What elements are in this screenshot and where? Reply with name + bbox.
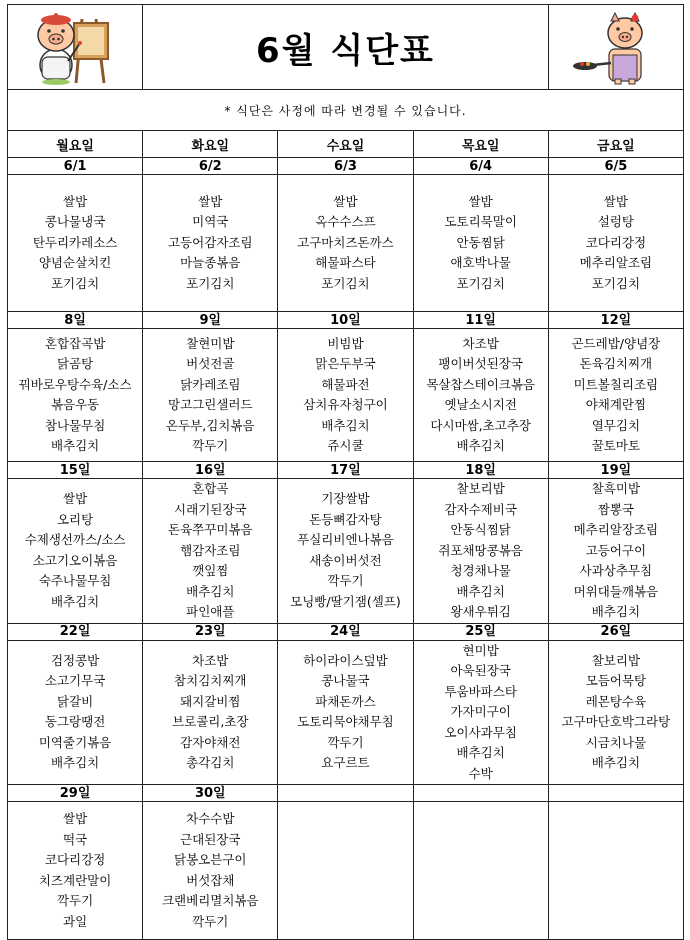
meal-item: 포기김치: [186, 275, 235, 291]
weekday-header: 월요일: [8, 131, 143, 158]
date-cell: 8일: [8, 312, 143, 329]
meal-item: 돈육김치찌개: [579, 356, 653, 371]
meal-item: 야채계란찜: [585, 397, 647, 412]
meal-item: 차조밥: [462, 335, 499, 351]
meal-item: 하이라이스덮밥: [303, 652, 388, 668]
date-cell: 6/2: [143, 158, 278, 175]
meal-item: 고구마단호박그라탕: [561, 714, 671, 730]
meal-cell: [143, 802, 278, 940]
meal-item: 혼합잡곡밥: [44, 335, 106, 351]
meal-item: 고등어구이: [585, 542, 647, 558]
meal-item: 팽이버섯된장국: [438, 356, 523, 371]
meal-item: 크랜베리멸치볶음: [161, 893, 259, 908]
meal-cell: [413, 640, 548, 785]
meal-item: 볶음우동: [50, 397, 100, 412]
meal-item: 깍두기: [192, 913, 229, 929]
meal-item: 아욱된장국: [450, 663, 511, 678]
meal-item: 안동식찜닭: [450, 522, 511, 537]
meal-item: 요구르트: [321, 755, 370, 771]
meal-item: 쥐포채땅콩볶음: [438, 542, 523, 558]
meal-item: 배추김치: [50, 593, 100, 609]
meal-cell: [548, 175, 683, 312]
meal-item: 도토리묵말이: [444, 214, 517, 230]
meal-item: 모닝빵/딸기잼(셀프): [290, 593, 401, 609]
meal-item: 배추김치: [456, 583, 505, 599]
meal-item: 근대된장국: [180, 831, 241, 847]
meal-item: 온두부,김치볶음: [166, 417, 255, 433]
date-cell: 12일: [548, 312, 683, 329]
meal-cell: [143, 640, 278, 785]
meal-item: 미역국: [192, 214, 229, 230]
meal-cell: [548, 479, 683, 624]
meal-item: 포기김치: [456, 275, 505, 291]
meal-item: 찰보리밥: [456, 481, 505, 496]
meal-item: 과일: [63, 913, 88, 929]
meal-item: 청경채나물: [450, 563, 511, 578]
meal-cell: [8, 802, 143, 940]
date-cell: 6/1: [8, 158, 143, 175]
meal-item: 배추김치: [186, 583, 235, 599]
meal-item: 수박: [468, 765, 493, 781]
weekday-header: 금요일: [548, 131, 683, 158]
meal-item: 돈육쭈꾸미볶음: [168, 522, 253, 537]
meal-item: 쌀밥: [63, 491, 88, 507]
date-row: [8, 312, 684, 329]
meal-item: 양념순살치킨: [38, 255, 112, 271]
meal-item: 깍두기: [56, 893, 94, 908]
meal-item: 닭곰탕: [56, 356, 94, 371]
meal-item: 포기김치: [50, 275, 100, 291]
meal-item: 코다리강정: [585, 234, 647, 250]
meal-item: 깍두기: [327, 734, 364, 750]
meal-item: 감자야채전: [180, 734, 241, 750]
meal-item: 망고그린샐러드: [168, 397, 253, 412]
meal-item: 배추김치: [591, 604, 641, 619]
meal-item: 꿔바로우탕수육/소스: [18, 376, 132, 392]
date-cell: [278, 785, 413, 802]
meal-item: 곤드레밥/양념장: [571, 335, 661, 351]
meal-item: 목살찹스테이크볶음: [426, 376, 535, 392]
meal-item: 배추김치: [456, 438, 505, 453]
title-row: [8, 5, 684, 90]
meal-item: 미트볼칠리조림: [573, 376, 659, 392]
pig-chef-icon: [571, 9, 661, 85]
meal-item: 마늘종볶음: [180, 255, 241, 271]
meal-item: 가자미구이: [450, 704, 511, 719]
meal-item: 깍두기: [327, 573, 364, 589]
meal-item: 닭봉오븐구이: [174, 852, 247, 867]
date-cell: 17일: [278, 462, 413, 479]
meal-item: 배추김치: [591, 755, 641, 771]
meal-cell: [143, 329, 278, 462]
meal-item: 열무김치: [591, 417, 641, 433]
meal-item: 소고기오이볶음: [32, 552, 118, 568]
meal-cell: [8, 175, 143, 312]
meal-item: 깻잎찜: [192, 563, 229, 578]
meal-cell: [413, 329, 548, 462]
meal-item: 푸실리비엔나볶음: [297, 532, 394, 548]
meal-item: 차수수밥: [186, 811, 235, 826]
meal-item: 포기김치: [321, 275, 370, 291]
meal-cell: [8, 479, 143, 624]
meal-item: 콩나물국: [321, 673, 370, 689]
meal-item: 다시마쌈,초고추장: [430, 417, 531, 433]
meal-item: 찰흑미밥: [591, 481, 641, 496]
weekday-header: 수요일: [278, 131, 413, 158]
meal-row: [8, 175, 684, 312]
meal-item: 깍두기: [192, 438, 229, 453]
date-cell: 26일: [548, 623, 683, 640]
meal-item: 모듬어묵탕: [585, 673, 647, 689]
meal-item: 파채돈까스: [315, 693, 376, 709]
meal-item: 쌀밥: [63, 193, 88, 209]
meal-item: 버섯전골: [186, 356, 235, 371]
meal-item: 기장쌀밥: [321, 491, 370, 507]
meal-item: 안동찜닭: [456, 234, 505, 250]
meal-cell: [278, 175, 413, 312]
date-cell: 19일: [548, 462, 683, 479]
meal-item: 설렁탕: [597, 214, 634, 230]
meal-plan-table: [7, 4, 684, 940]
meal-cell: [143, 175, 278, 312]
date-cell: 25일: [413, 623, 548, 640]
chef-pig-cook-cell: [548, 5, 683, 90]
meal-item: 닭갈비: [56, 693, 94, 709]
meal-item: 배추김치: [50, 438, 100, 453]
meal-cell: [548, 802, 683, 940]
date-cell: 11일: [413, 312, 548, 329]
date-cell: 6/3: [278, 158, 413, 175]
meal-item: 꿀토마토: [591, 438, 641, 453]
notice-text: * 식단은 사정에 따라 변경될 수 있습니다.: [8, 90, 684, 131]
meal-item: 쌀밥: [333, 193, 358, 209]
meal-item: 쌀밥: [198, 193, 223, 209]
meal-item: 도토리묵야채무침: [297, 714, 394, 730]
meal-cell: [278, 329, 413, 462]
page-title: 6월 식단표: [143, 5, 549, 90]
meal-item: 왕새우튀김: [450, 604, 511, 619]
meal-item: 미역줄기볶음: [38, 734, 112, 750]
weekday-header: 화요일: [143, 131, 278, 158]
date-cell: [413, 785, 548, 802]
meal-item: 브로콜리,초장: [172, 714, 249, 730]
meal-item: 참나물무침: [44, 417, 106, 433]
meal-item: 투움바파스타: [444, 683, 517, 699]
meal-cell: [143, 479, 278, 624]
meal-item: 코다리강정: [44, 852, 106, 867]
meal-item: 시금치나물: [585, 734, 647, 750]
date-row: [8, 462, 684, 479]
chef-pig-painter-cell: [8, 5, 143, 90]
meal-item: 참치김치찌개: [174, 673, 247, 689]
meal-item: 옥수수스프: [315, 214, 376, 230]
meal-item: 머위대들깨볶음: [573, 583, 659, 599]
meal-cell: [8, 640, 143, 785]
meal-item: 떡국: [63, 831, 88, 847]
date-cell: 6/5: [548, 158, 683, 175]
meal-cell: [278, 802, 413, 940]
meal-item: 찰보리밥: [591, 652, 641, 668]
meal-item: 닭카레조림: [180, 376, 241, 392]
meal-item: 포기김치: [591, 275, 641, 291]
meal-item: 배추김치: [456, 745, 505, 760]
meal-item: 사과상추무침: [579, 563, 653, 578]
meal-item: 새송이버섯전: [309, 552, 382, 568]
meal-cell: [278, 479, 413, 624]
date-row: [8, 623, 684, 640]
meal-item: 돼지갈비찜: [180, 693, 241, 709]
meal-item: 메추리알조림: [579, 255, 653, 271]
meal-item: 쌀밥: [63, 811, 88, 826]
date-cell: 9일: [143, 312, 278, 329]
date-cell: 23일: [143, 623, 278, 640]
meal-item: 현미밥: [462, 642, 499, 658]
meal-item: 레몬탕수육: [585, 693, 647, 709]
meal-item: 콩나물냉국: [44, 214, 106, 230]
meal-item: 애호박나물: [450, 255, 511, 271]
meal-item: 검정콩밥: [50, 652, 100, 668]
meal-item: 고등어감자조림: [168, 234, 253, 250]
meal-item: 메추리알장조림: [573, 522, 659, 537]
meal-item: 오이사과무침: [444, 724, 517, 740]
meal-item: 소고기무국: [44, 673, 106, 689]
date-cell: 24일: [278, 623, 413, 640]
meal-item: 배추김치: [50, 755, 100, 771]
meal-item: 감자수제비국: [444, 501, 517, 517]
meal-item: 총각김치: [186, 755, 235, 771]
meal-cell: [548, 329, 683, 462]
meal-item: 쌀밥: [603, 193, 628, 209]
date-cell: 6/4: [413, 158, 548, 175]
meal-item: 해물파스타: [315, 255, 376, 271]
meal-cell: [413, 479, 548, 624]
meal-item: 찰현미밥: [186, 335, 235, 351]
meal-item: 파인애플: [186, 604, 235, 619]
notice-row: [8, 90, 684, 131]
meal-cell: [413, 802, 548, 940]
meal-item: 삼치유자청구이: [303, 397, 388, 412]
meal-item: 혼합곡: [192, 481, 229, 496]
pig-painter-icon: [30, 9, 120, 85]
meal-item: 숙주나물무침: [38, 573, 112, 589]
date-row: [8, 158, 684, 175]
meal-item: 옛날소시지전: [444, 397, 517, 412]
date-cell: [548, 785, 683, 802]
meal-item: 버섯잡채: [186, 872, 235, 888]
meal-item: 차조밥: [192, 652, 229, 668]
weekday-header-row: [8, 131, 684, 158]
date-cell: 29일: [8, 785, 143, 802]
date-cell: 10일: [278, 312, 413, 329]
meal-row: [8, 329, 684, 462]
meal-row: [8, 802, 684, 940]
meal-item: 쌀밥: [468, 193, 493, 209]
meal-item: 비빔밥: [327, 335, 364, 351]
date-cell: 22일: [8, 623, 143, 640]
date-row: [8, 785, 684, 802]
date-cell: 18일: [413, 462, 548, 479]
meal-item: 짬뽕국: [597, 501, 634, 517]
date-cell: 15일: [8, 462, 143, 479]
meal-item: 쥬시쿨: [327, 438, 364, 453]
meal-item: 돈등뼈감자탕: [309, 511, 382, 527]
meal-cell: [413, 175, 548, 312]
meal-item: 배추김치: [321, 417, 370, 433]
meal-item: 동그랑땡전: [44, 714, 106, 730]
meal-cell: [278, 640, 413, 785]
meal-item: 햄감자조림: [180, 542, 241, 558]
meal-item: 해물파전: [321, 376, 370, 392]
meal-item: 시래기된장국: [174, 501, 247, 517]
meal-item: 맑은두부국: [315, 356, 376, 371]
meal-row: [8, 479, 684, 624]
date-cell: 16일: [143, 462, 278, 479]
meal-item: 치즈계란말이: [38, 872, 112, 888]
meal-cell: [8, 329, 143, 462]
meal-cell: [548, 640, 683, 785]
meal-item: 수제생선까스/소스: [24, 532, 126, 548]
weekday-header: 목요일: [413, 131, 548, 158]
meal-item: 탄두리카레소스: [32, 234, 118, 250]
meal-item: 오리탕: [56, 511, 94, 527]
date-cell: 30일: [143, 785, 278, 802]
meal-item: 고구마치즈돈까스: [297, 234, 394, 250]
meal-row: [8, 640, 684, 785]
